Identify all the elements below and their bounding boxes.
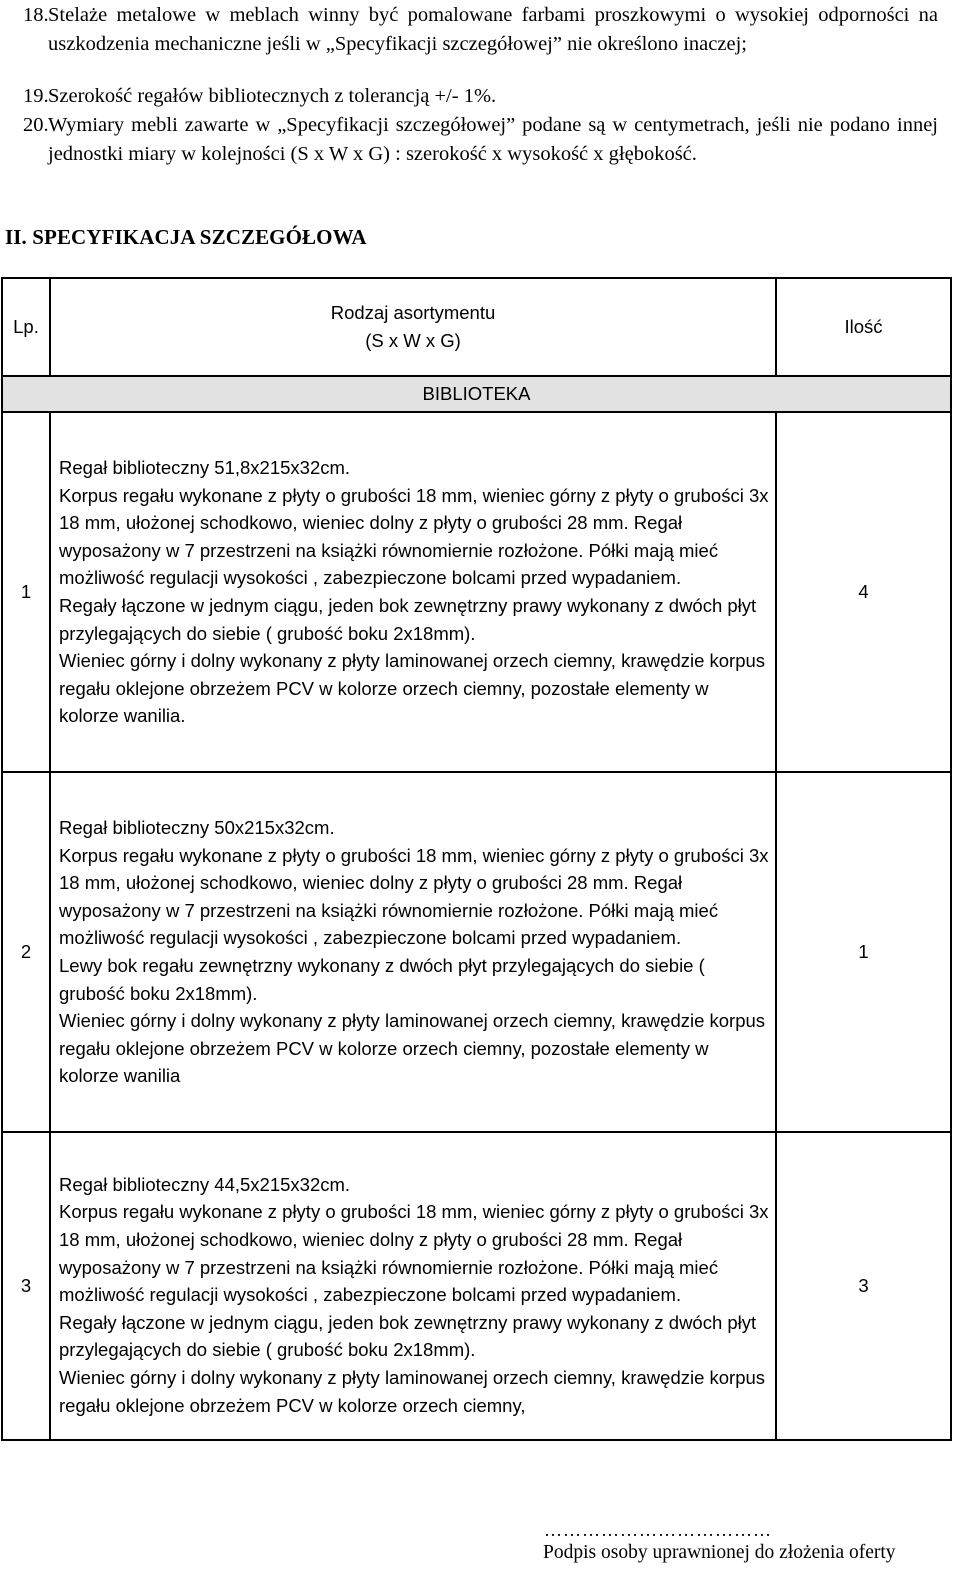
header-lp: Lp.: [2, 278, 50, 376]
list-number: 18.: [23, 4, 49, 26]
row-description-cell: [50, 1132, 776, 1440]
row-description: Regał biblioteczny 51,8x215x32cm. Korpus regału wykonane z płyty o grubości 18 mm, wieniec górny z płyty o grubości 3x 18 mm, ułożonej schodkowo, wieniec dolny z płyty o grubości 28 mm. Regał wyposażony w 7 przestrzeni na książki równomiernie rozłożone. Półki mają mieć możliwość regulacji wysokości , zabezpieczone bolcami przed wypadaniem. Regały łączone w jednym ciągu, jeden bok zewnętrzny prawy wykonany z dwóch płyt przylegających do siebie ( grubość boku 2x18mm). Wieniec górny i dolny wykonany z płyty laminowanej orzech ciemny, krawędzie korpus regału oklejone obrzeżem PCV w kolorze orzech ciemny, pozostałe elementy w kolorze wanilia.: [59, 457, 769, 727]
table-header-row: [2, 278, 951, 376]
list-text: Stelaże metalowe w meblach winny być pomalowane farbami proszkowymi o wysokiej odporności na uszkodzenia mechaniczne jeśli w „Specyfikacji szczegółowej” nie określono inaczej;: [48, 4, 938, 55]
table-row: [2, 772, 951, 1132]
list-number: 19.: [23, 85, 49, 107]
header-name-line1: Rodzaj asortymentu: [330, 302, 496, 323]
row-lp: 1: [2, 412, 50, 772]
list-item-20: [23, 111, 938, 169]
specification-table: [1, 277, 952, 1441]
header-qty: Ilość: [776, 278, 951, 376]
header-name: [50, 278, 776, 376]
table-row: [2, 412, 951, 772]
row-description-cell: [50, 772, 776, 1132]
list-item-18: [23, 1, 938, 59]
row-qty: 3: [776, 1132, 951, 1440]
section-heading: II. SPECYFIKACJA SZCZEGÓŁOWA: [5, 225, 367, 249]
row-lp: 3: [2, 1132, 50, 1440]
list-text: Wymiary mebli zawarte w „Specyfikacji szczegółowej” podane są w centymetrach, jeśli nie podano innej jednostki miary w kolejności (S x W x G) : szerokość x wysokość x głębokość.: [48, 114, 938, 165]
header-name-line2: (S x W x G): [365, 330, 461, 351]
signature-line: ………………………………: [544, 1520, 772, 1540]
section-label: BIBLIOTEKA: [2, 376, 951, 412]
row-description-cell: [50, 412, 776, 772]
row-description: Regał biblioteczny 44,5x215x32cm. Korpus regału wykonane z płyty o grubości 18 mm, wieniec górny z płyty o grubości 3x 18 mm, ułożonej schodkowo, wieniec dolny z płyty o grubości 28 mm. Regał wyposażony w 7 przestrzeni na książki równomiernie rozłożone. Półki mają mieć możliwość regulacji wysokości , zabezpieczone bolcami przed wypadaniem. Regały łączone w jednym ciągu, jeden bok zewnętrzny prawy wykonany z dwóch płyt przylegających do siebie ( grubość boku 2x18mm). Wieniec górny i dolny wykonany z płyty laminowanej orzech ciemny, krawędzie korpus regału oklejone obrzeżem PCV w kolorze orzech ciemny,: [59, 1173, 769, 1416]
table-section-row: [2, 376, 951, 412]
list-text: Szerokość regałów bibliotecznych z tolerancją +/- 1%.: [48, 85, 497, 107]
list-item-19: [23, 82, 938, 111]
row-lp: 2: [2, 772, 50, 1132]
table-row: [2, 1132, 951, 1440]
signature-caption: Podpis osoby uprawnionej do złożenia oferty: [543, 1542, 896, 1563]
row-qty: 4: [776, 412, 951, 772]
list-number: 20.: [23, 114, 49, 136]
row-qty: 1: [776, 772, 951, 1132]
row-description: Regał biblioteczny 50x215x32cm. Korpus regału wykonane z płyty o grubości 18 mm, wieniec górny z płyty o grubości 3x 18 mm, ułożonej schodkowo, wieniec dolny z płyty o grubości 28 mm. Regał wyposażony w 7 przestrzeni na książki równomiernie rozłożone. Półki mają mieć możliwość regulacji wysokości , zabezpieczone bolcami przed wypadaniem. Lewy bok regału zewnętrzny wykonany z dwóch płyt przylegających do siebie ( grubość boku 2x18mm). Wieniec górny i dolny wykonany z płyty laminowanej orzech ciemny, krawędzie korpus regału oklejone obrzeżem PCV w kolorze orzech ciemny, pozostałe elementy w kolorze wanilia: [59, 817, 769, 1087]
